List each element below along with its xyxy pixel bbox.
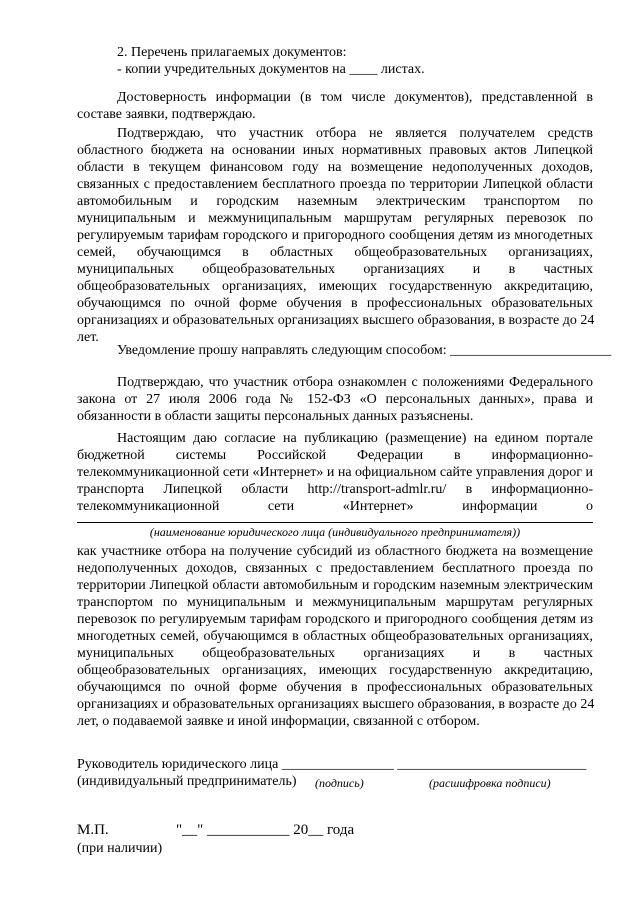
notification-paragraph	[117, 342, 612, 359]
confirm-budget-paragraph	[77, 125, 593, 346]
reliability-paragraph	[77, 89, 593, 123]
date-line: "__" ___________ 20__ года	[176, 822, 355, 838]
text-line: организациях и образовательных организациях высшего образования, в возрасте до 24	[77, 697, 595, 712]
personal-data-paragraph	[77, 374, 593, 425]
text-line: транспортом по муниципальным и межмуниципальным маршрутам регулярных	[77, 595, 593, 610]
text-line: обязанности в области защиты персональных данных разъяснены.	[77, 409, 474, 424]
stamp-label: М.П.	[77, 822, 109, 838]
text-line: муниципальных общеобразовательных организациях и в частных	[77, 262, 593, 277]
text-line: области в текущем финансовом году на возмещение недополученных доходов,	[77, 160, 593, 175]
text-line: Подтверждаю, что участник отбора не является получателем средств	[117, 126, 593, 141]
text-line: обучающимся по очной форме обучения в профессиональных образовательных	[77, 680, 593, 695]
text-line: территории Липецкой области автомобильным и городским наземным электрическим	[77, 578, 593, 593]
text-line: областного бюджета на основании иных нормативных правовых актов Липецкой	[77, 143, 593, 158]
attachments-heading: 2. Перечень прилагаемых документов:	[117, 45, 347, 60]
consent-continuation	[77, 543, 593, 730]
decode-caption: (расшифровка подписи)	[429, 776, 551, 790]
signature-role-caption: (индивидуальный предприниматель)	[77, 774, 297, 789]
attachments-section	[117, 44, 593, 78]
text-line: Настоящим даю согласие на публикацию (размещение) на едином портале	[117, 431, 593, 446]
text-line: как участнике отбора на получение субсидий из областного бюджета на возмещение	[77, 544, 593, 559]
signature-line: Руководитель юридического лица ________________ ___________________________	[77, 757, 587, 772]
attachments-item: - копии учредительных документов на ____ листах.	[117, 62, 425, 77]
text-line: многодетных семей, обучающимся в областных общеобразовательных организациях,	[77, 629, 593, 644]
text-line: лет, о подаваемой заявке и иной информации, связанной с отбором.	[77, 714, 480, 729]
text-line: семей, обучающимся в областных общеобразовательных организациях,	[77, 245, 593, 260]
text-line: организациях и образовательных организациях высшего образования, в возрасте до 24	[77, 313, 595, 328]
text-line: лет.	[77, 330, 99, 345]
text-line: телекоммуникационной сети «Интернет» информации о	[77, 499, 593, 514]
text-line: Достоверность информации (в том числе документов), представленной в	[117, 90, 593, 105]
text-line: автомобильным и городским наземным электрическим транспортом по	[77, 194, 593, 209]
text-line: связанных с предоставлением бесплатного проезда по территории Липецкой области	[77, 177, 593, 192]
text-line: муниципальных общеобразовательных организациях и в частных	[77, 646, 593, 661]
text-line: Подтверждаю, что участник отбора ознакомлен с положениями Федерального	[117, 375, 593, 390]
stamp-note: (при наличии)	[77, 841, 163, 856]
entity-name-blank-line	[77, 522, 593, 523]
caption-text: (наименование юридического лица (индивидуального предпринимателя))	[149, 525, 521, 539]
text-line: обучающимся по очной форме обучения в профессиональных образовательных	[77, 296, 593, 311]
text-line: телекоммуникационной сети «Интернет» и на официальном сайте управления дорог и	[77, 465, 593, 480]
text-line: недополученных доходов, связанных с предоставлением бесплатного проезда по	[77, 561, 593, 576]
signature-block	[77, 756, 593, 773]
consent-paragraph	[77, 430, 593, 515]
entity-name-caption	[77, 524, 593, 541]
text-line: перевозок по регулируемым тарифам городского и пригородного сообщения детям из	[77, 612, 593, 627]
sign-caption: (подпись)	[315, 776, 364, 790]
text-line: составе заявки, подтверждаю.	[77, 107, 256, 122]
text-line: общеобразовательных организациях, имеющих государственную аккредитацию,	[77, 279, 593, 294]
text-line: закона от 27 июля 2006 года № 152-ФЗ «О персональных данных», права и	[77, 392, 593, 407]
text-line: транспорта Липецкой области http://transport-admlr.ru/ в информационно-	[77, 482, 593, 497]
text-line: общеобразовательных организациях, имеющих государственную аккредитацию,	[77, 663, 593, 678]
notification-line: Уведомление прошу направлять следующим способом: _______________________	[117, 343, 612, 358]
text-line: бюджетной системы Российской Федерации в информационно-	[77, 448, 593, 463]
text-line: муниципальным и межмуниципальным маршрутам регулярных перевозок по	[77, 211, 593, 226]
text-line: регулируемым тарифам городского и пригородного сообщения детям из многодетных	[77, 228, 593, 243]
